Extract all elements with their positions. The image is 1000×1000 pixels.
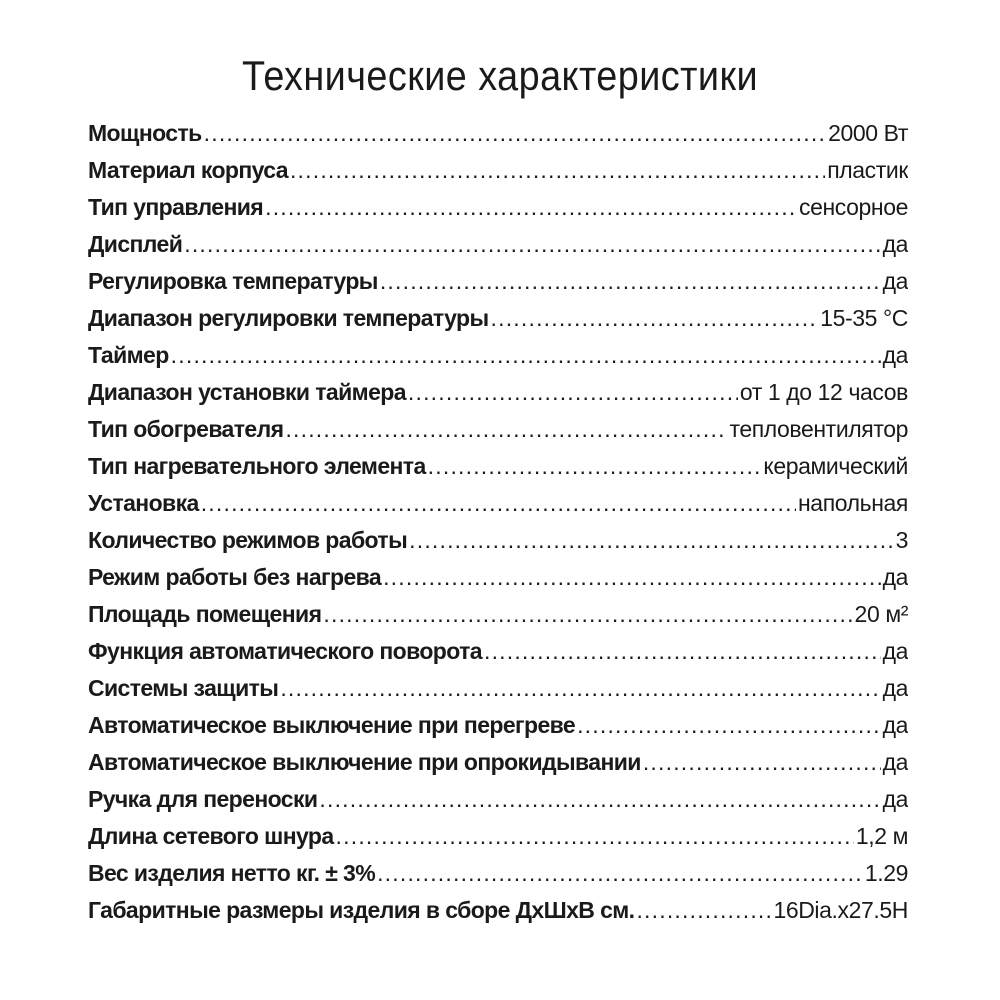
spec-label: Габаритные размеры изделия в сборе ДхШхВ см.: [88, 897, 635, 923]
leader-dots: [577, 707, 880, 744]
leader-dots: [319, 781, 880, 818]
spec-label: Площадь помещения: [88, 601, 322, 627]
spec-label: Режим работы без нагрева: [88, 564, 382, 590]
spec-label: Системы защиты: [88, 675, 279, 701]
spec-value: да: [882, 712, 908, 738]
spec-label: Количество режимов работы: [88, 527, 408, 553]
spec-row-net-weight: [88, 855, 908, 892]
spec-value: пластик: [827, 157, 908, 183]
leader-dots: [383, 559, 880, 596]
spec-label: Материал корпуса: [88, 157, 288, 183]
leader-dots: [380, 263, 881, 300]
spec-label: Тип обогревателя: [88, 416, 284, 442]
spec-value: да: [882, 749, 908, 775]
spec-value: керамический: [763, 453, 908, 479]
spec-value: да: [882, 638, 908, 664]
leader-dots: [204, 115, 826, 152]
spec-value: 16Dia.x27.5H: [773, 897, 908, 923]
spec-row-room-area: [88, 596, 908, 633]
spec-value: да: [882, 342, 908, 368]
spec-row-timer-range: [88, 374, 908, 411]
spec-label: Дисплей: [88, 231, 183, 257]
spec-label: Длина сетевого шнура: [88, 823, 334, 849]
spec-row-cord-length: [88, 818, 908, 855]
spec-value: 20 м²: [854, 601, 908, 627]
spec-row-installation: [88, 485, 908, 522]
spec-row-body-material: [88, 152, 908, 189]
spec-label: Установка: [88, 490, 199, 516]
spec-label: Тип нагревательного элемента: [88, 453, 426, 479]
spec-value: 15-35 °С: [820, 305, 908, 331]
spec-row-display: [88, 226, 908, 263]
spec-row-temperature-control: [88, 263, 908, 300]
leader-dots: [643, 744, 881, 781]
spec-label: Мощность: [88, 120, 202, 146]
spec-label: Вес изделия нетто кг. ± 3%: [88, 860, 376, 886]
spec-label: Таймер: [88, 342, 169, 368]
leader-dots: [323, 596, 852, 633]
spec-row-protection: [88, 670, 908, 707]
spec-row-mode-count: [88, 522, 908, 559]
leader-dots: [377, 855, 863, 892]
leader-dots: [409, 522, 893, 559]
spec-value: 1,2 м: [855, 823, 908, 849]
spec-value: да: [882, 231, 908, 257]
leader-dots: [201, 485, 796, 522]
spec-label: Регулировка температуры: [88, 268, 378, 294]
spec-value: напольная: [798, 490, 908, 516]
spec-label: Диапазон установки таймера: [88, 379, 406, 405]
spec-row-fan-only-mode: [88, 559, 908, 596]
spec-list: [88, 115, 908, 929]
leader-dots: [290, 152, 825, 189]
spec-row-temperature-range: [88, 300, 908, 337]
spec-label: Диапазон регулировки температуры: [88, 305, 489, 331]
leader-dots: [491, 300, 819, 337]
spec-label: Функция автоматического поворота: [88, 638, 482, 664]
spec-value: да: [882, 268, 908, 294]
leader-dots: [484, 633, 881, 670]
leader-dots: [285, 411, 727, 448]
leader-dots: [184, 226, 880, 263]
leader-dots: [408, 374, 738, 411]
spec-row-heater-type: [88, 411, 908, 448]
spec-value: от 1 до 12 часов: [739, 379, 908, 405]
spec-label: Тип управления: [88, 194, 264, 220]
spec-label: Автоматическое выключение при опрокидывании: [88, 749, 641, 775]
spec-value: да: [882, 675, 908, 701]
leader-dots: [636, 892, 771, 929]
spec-label: Ручка для переноски: [88, 786, 318, 812]
leader-dots: [336, 818, 854, 855]
spec-value: 2000 Вт: [828, 120, 908, 146]
page-title: Технические характеристики: [241, 52, 759, 99]
spec-value: 1.29: [864, 860, 908, 886]
spec-value: сенсорное: [798, 194, 908, 220]
spec-row-power: [88, 115, 908, 152]
spec-row-timer: [88, 337, 908, 374]
spec-row-overheat-shutoff: [88, 707, 908, 744]
spec-value: да: [882, 786, 908, 812]
leader-dots: [428, 448, 762, 485]
spec-row-dimensions: [88, 892, 908, 929]
spec-row-carry-handle: [88, 781, 908, 818]
leader-dots: [265, 189, 797, 226]
spec-value: 3: [895, 527, 908, 553]
spec-label: Автоматическое выключение при перегреве: [88, 712, 576, 738]
spec-row-auto-rotation: [88, 633, 908, 670]
leader-dots: [171, 337, 881, 374]
spec-value: тепловентилятор: [729, 416, 908, 442]
spec-row-heating-element: [88, 448, 908, 485]
spec-row-tipover-shutoff: [88, 744, 908, 781]
spec-row-control-type: [88, 189, 908, 226]
leader-dots: [280, 670, 880, 707]
spec-value: да: [882, 564, 908, 590]
